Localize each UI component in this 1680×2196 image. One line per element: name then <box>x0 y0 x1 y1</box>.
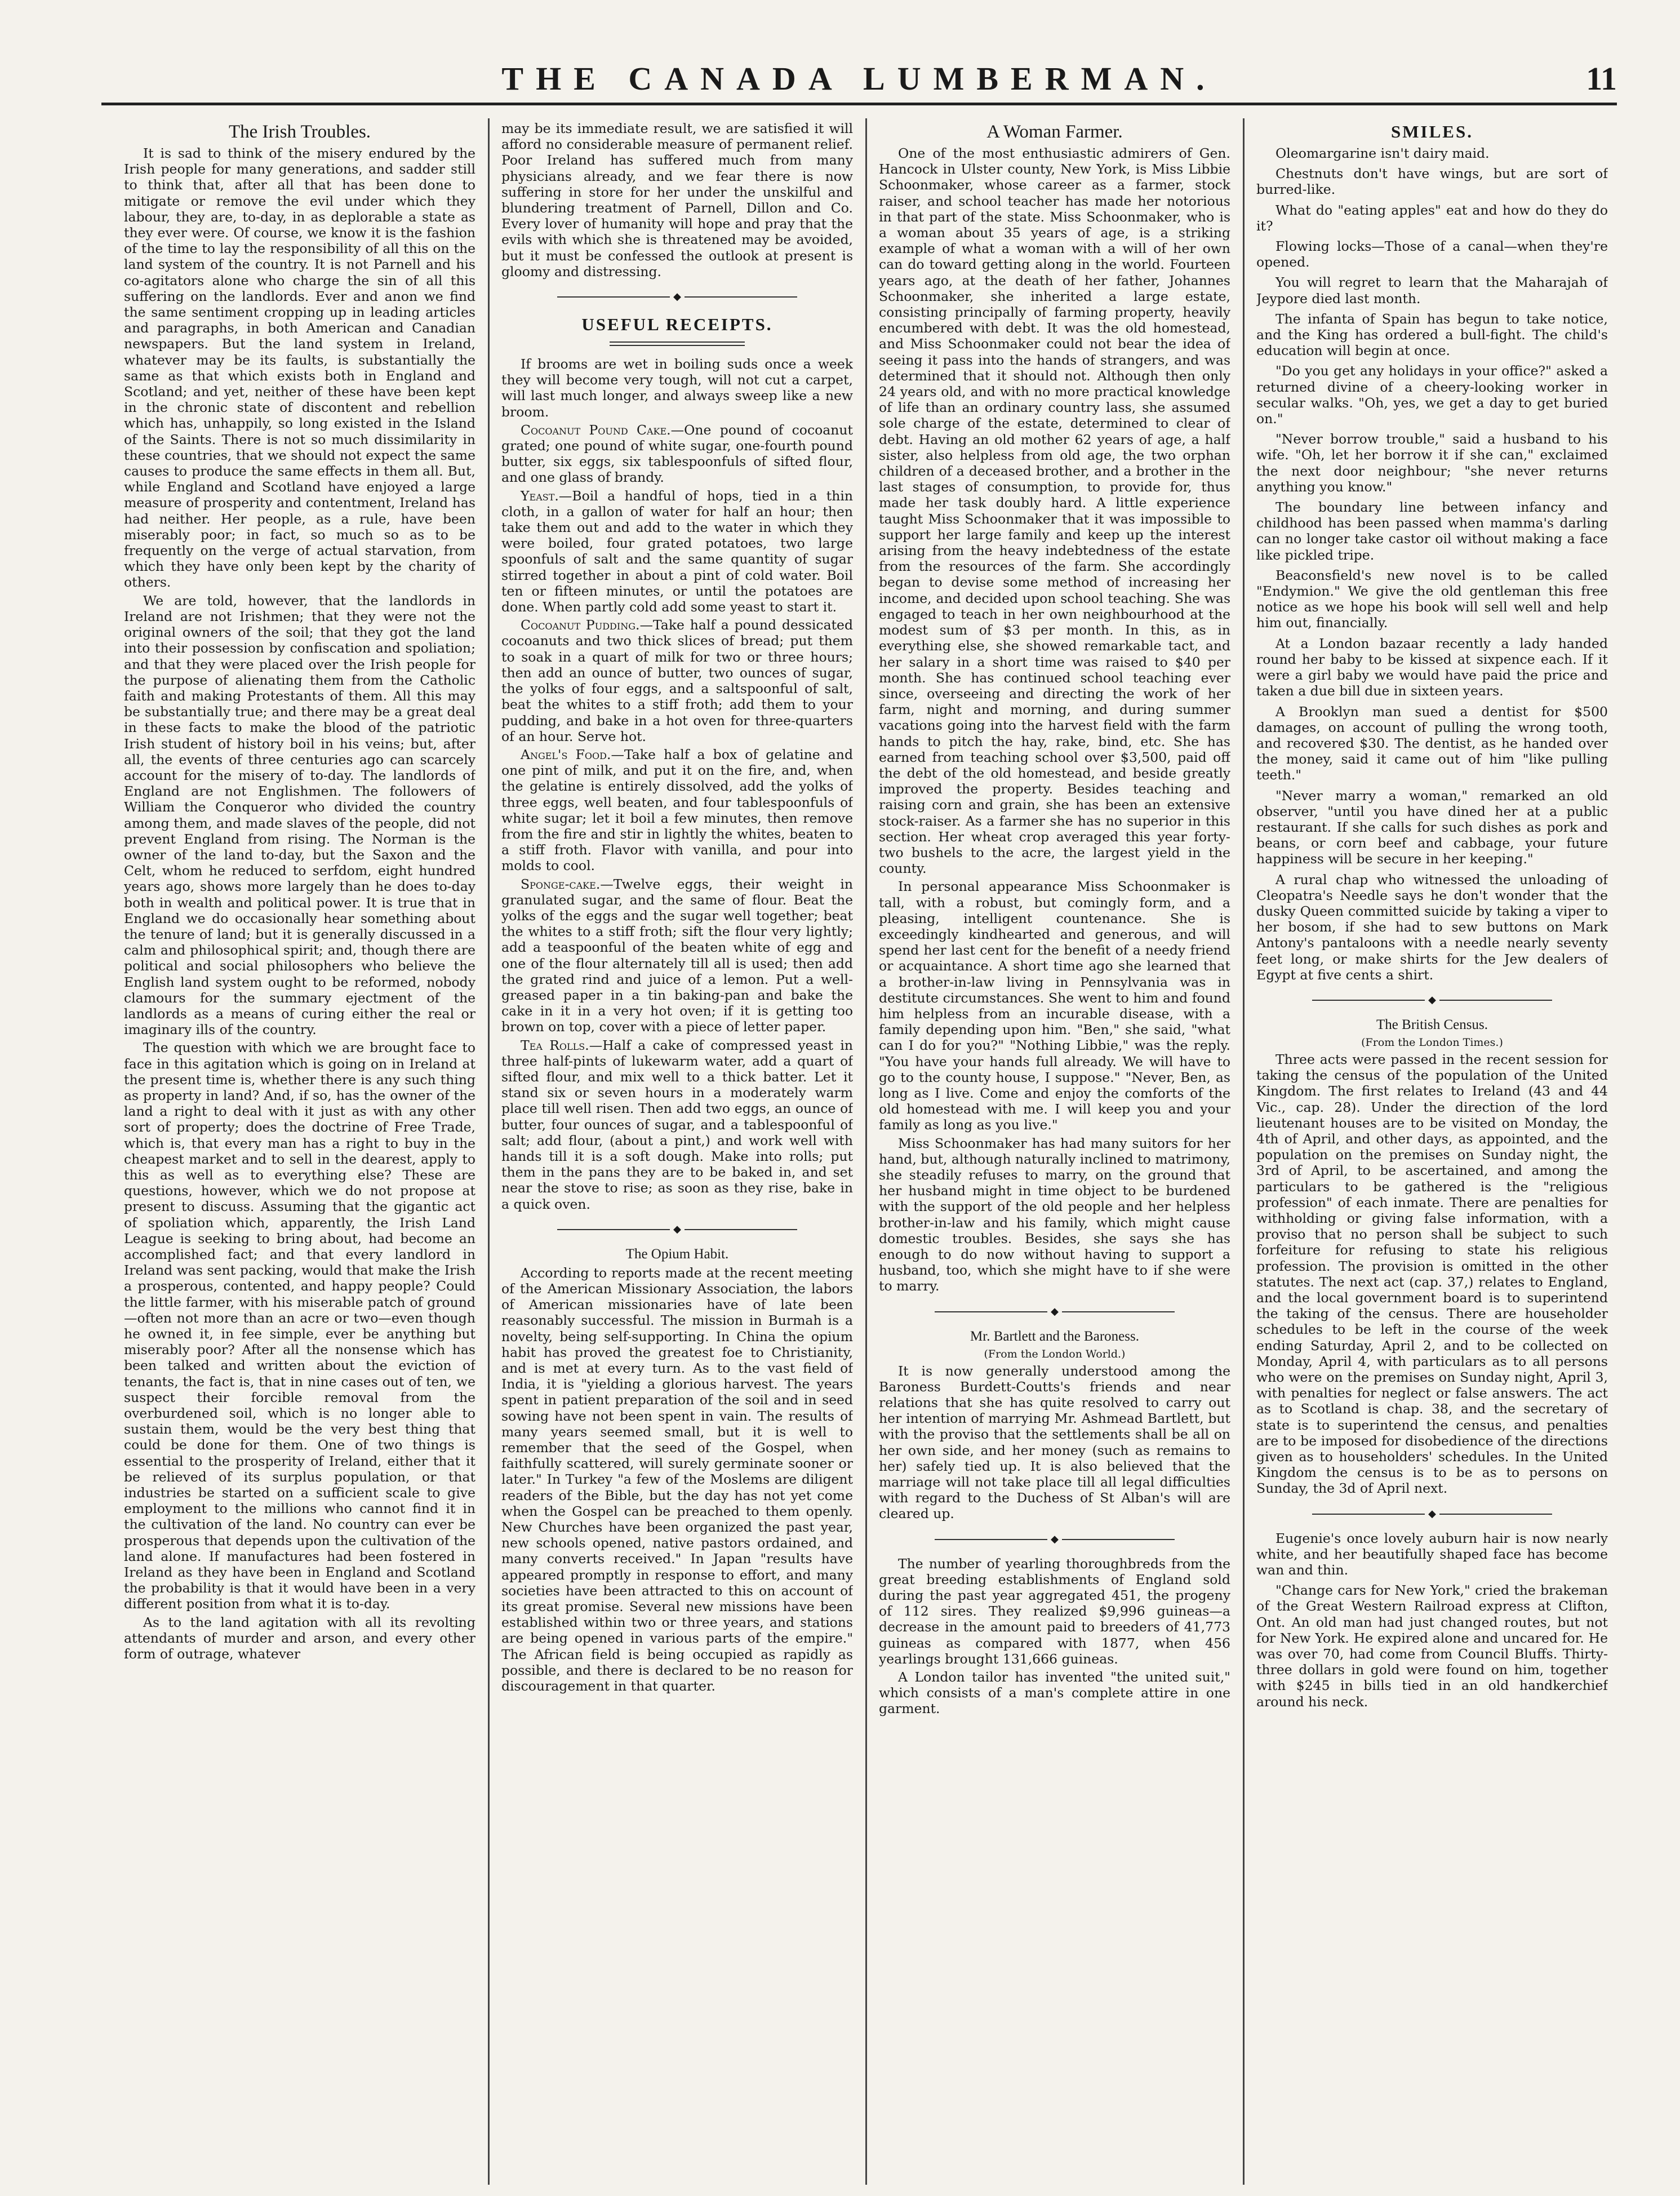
news-item: "Change cars for New York," cried the brakeman of the Great Western Railroad express at Clifton, Ont. An old man had just changed routes, but not for New York. He expired alone and uncared for. He was over 70, had come from Council Bluffs. Thirty-three dollars in gold were found on him, together with $245 in bills tied in an old handkerchief around his neck. <box>1256 1582 1608 1710</box>
receipt-item <box>501 747 853 874</box>
column-rule <box>865 118 867 2185</box>
article-paragraph: It is sad to think of the misery endured by the Irish people for many generations, and sadder still to think that, after all that has been done to mitigate or remove the evil under which they labour, they are, to-day, in as deplorable a state as they ever were. Of course, we know it is the fashion of the time to lay the responsibility of all this on the land system of the country. It is not Parnell and his co-agitators alone who charge the sin of all this suffering on the landlords. Ever and anon we find the same sentiment cropping up in leading articles and paragraphs, in both American and Canadian newspapers. But the land system in Ireland, whatever may be its faults, is substantially the same as that which exists both in England and Scotland; and yet, neither of these have been kept in the chronic state of discontent and rebellion which has, unhappily, so long existed in the Island of the Saints. There is not so much dissimilarity in these countries, that we should not expect the same causes to produce the same effects in them all. But, while England and Scotland have enjoyed a large measure of prosperity and contentment, Ireland has had neither. Her people, as a rule, have been miserably poor; in fact, so much so as to be frequently on the verge of actual starvation, from which they have only been kept by the charity of others. <box>124 145 475 591</box>
article-source: (From the London World.) <box>984 1347 1126 1360</box>
article-continuation: may be its immediate result, we are satisfied it will afford no considerable measure of permanent relief. Poor Ireland has suffered much from many physicians already, and we fear there is now suffering in store for her under the unskilful and blundering treatment of Parnell, Dillon and Co. Every lover of humanity will hope and pray that the evils with which she is threatened may be avoided, but it must be confessed the outlook at present is gloomy and distressing. <box>501 121 853 280</box>
smile-item: What do "eating apples" eat and how do they do it? <box>1256 202 1608 234</box>
section-divider: ◆ <box>1256 1509 1608 1519</box>
smile-item: The infanta of Spain has begun to take notice, and the King has ordered a bull-fight. The child's education will begin at once. <box>1256 310 1608 359</box>
article-paragraph: It is now generally understood among the Baroness Burdett-Coutts's friends and near relations that she has quite resolved to carry out her intention of marrying Mr. Ashmead Bartlett, but with the proviso that the settlements shall be all on her own side, and her money (such as remains to her) safely tied up. It is also believed that the marriage will not take place till all legal difficulties with regard to the Duchess of St Alban's will are cleared up. <box>879 1363 1230 1522</box>
smile-item: Flowing locks—Those of a canal—when they're opened. <box>1256 238 1608 270</box>
receipt-text: If brooms are wet in boiling suds once a week they will become very tough, will not cut a carpet, will last much longer, and always sweep like a new broom. <box>501 356 853 420</box>
section-divider: ◆ <box>501 292 853 302</box>
receipt-label: Sponge-cake. <box>521 876 601 892</box>
section-heading-useful-receipts: USEFUL RECEIPTS. <box>581 314 773 335</box>
receipt-label: Yeast. <box>521 487 559 504</box>
receipt-text: —Half a cake of compressed yeast in three half-pints of lukewarm water, add a quart of sifted flour, and mix well to a thick batter. Let it stand six or seven hours in a moderately warm place till well risen. Then add two eggs, an ounce of butter, four ounces of sugar, and a tablespoonful of salt; add flour, (about a pint,) and work well with hands till it is a soft dough. Make into rolls; put them in the pans they are to be baked in, and set near the stove to rise; as soon as they rise, bake in a quick oven. <box>501 1037 853 1212</box>
column-1 <box>124 121 475 2183</box>
article-heading-bartlett: Mr. Bartlett and the Baroness. <box>970 1328 1139 1344</box>
article-heading-opium-habit: The Opium Habit. <box>625 1246 729 1262</box>
receipt-item <box>501 356 853 420</box>
receipt-item <box>501 422 853 486</box>
column-rule <box>488 118 490 2185</box>
heading-rule <box>610 341 745 346</box>
section-divider: ◆ <box>1256 995 1608 1005</box>
section-divider: ◆ <box>879 1307 1230 1317</box>
receipt-text: —Twelve eggs, their weight in granulated sugar, and the same of flour. Beat the yolks of the eggs and the sugar well together; beat the whites to a stiff froth; sift the flour very lightly; add a teaspoonful of the beaten white of egg and one of the flour alternately till all is used; then add the grated rind and juice of a lemon. Put a well-greased paper in a tin baking-pan and bake the cake in it in a very hot oven; if it is getting too brown on top, cover with a piece of letter paper. <box>501 876 853 1035</box>
article-heading-irish-troubles: The Irish Troubles. <box>228 122 371 142</box>
article-heading-woman-farmer: A Woman Farmer. <box>986 122 1123 142</box>
newspaper-title: THE CANADA LUMBERMAN. <box>501 60 1217 97</box>
smile-item: "Do you get any holidays in your office?" asked a returned divine of a cheery-looking worker in secular walks. "Oh, yes, we get a day to get buried on." <box>1256 363 1608 427</box>
article-source: (From the London Times.) <box>1361 1036 1503 1049</box>
article-heading-british-census: The British Census. <box>1376 1017 1488 1032</box>
receipt-label: Cocoanut Pudding. <box>521 617 640 633</box>
column-3 <box>879 121 1230 2183</box>
receipt-text: —Take half a pound dessicated cocoanuts and two thick slices of bread; put them to soak in a quart of milk for two or three hours; then add an ounce of butter, two ounces of sugar, the yolks of four eggs, and a saltspoonful of salt, beat the whites to a stiff froth; add them to your pudding, and bake in a hot oven for three-quarters of an hour. Serve hot. <box>501 617 853 744</box>
smile-item: Oleomargarine isn't dairy maid. <box>1275 145 1490 161</box>
news-item: Eugenie's once lovely auburn hair is now nearly white, and her beautifully shaped face has become wan and thin. <box>1256 1530 1608 1578</box>
article-paragraph: Three acts were passed in the recent session for taking the census of the population of the United Kingdom. The first relates to Ireland (43 and 44 Vic., cap. 28). Under the direction of the lord lieutenant houses are to be visited on Monday, the 4th of April, and other days, as appointed, and the population on the premises on Sunday night, the 3rd of April, to be ascertained, and among the particulars to be gathered is the "religious profession" of each inmate. There are penalties for withholding or giving false information, with a proviso that no person shall be subject to such forfeiture for refusing to state his religious profession. The provision is omitted in the other statutes. The next act (cap. 37,) relates to England, and the local government board is to superintend the taking of the census. There are householder schedules to be left in the course of the week ending Saturday, April 2, and to be collected on Monday, April 4, with particulars as to all persons who were on the premises on Sunday night, April 3, with penalties for neglect or false answers. The act as to Scotland is chap. 38, and the secretary of state is to superintend the census, and penalties are to be imposed for disobedience of the directions given as to householders' schedules. In the United Kingdom the census is to be as to persons on Sunday, the 3d of April next. <box>1256 1051 1608 1497</box>
receipt-label: Cocoanut Pound Cake. <box>521 422 671 438</box>
section-heading-smiles: SMILES. <box>1391 122 1473 141</box>
column-rule <box>1243 118 1245 2185</box>
smile-item: "Never borrow trouble," said a husband to his wife. "Oh, let her borrow it if she can," exclaimed the next door neighbour; "she never returns anything you know." <box>1256 431 1608 495</box>
receipt-item <box>501 876 853 1035</box>
article-paragraph: Miss Schoonmaker has had many suitors for her hand, but, although naturally inclined to matrimony, she steadily refuses to marry, on the ground that her husband might in time object to be burdened with the support of the old people and her helpless brother-in-law and his family, which might cause domestic troubles. Besides, she says she has enough to do now without having to support a husband, too, which she might have to if she were to marry. <box>879 1135 1230 1294</box>
receipt-item <box>501 488 853 615</box>
column-2 <box>501 121 853 2183</box>
article-paragraph: We are told, however, that the landlords in Ireland are not Irishmen; that they were not the original owners of the soil; that they got the land into their possession by confiscation and spoliation; and that they were placed over the Irish people for the purpose of alienating them from the Catholic faith and making Protestants of them. All this may be substantially true; and there may be a great deal in these facts to make the blood of the patriotic Irish student of history boil in his veins; but, after all, the events of three centuries ago can scarcely account for the misery of to-day. The landlords of England are not Englishmen. The followers of William the Conqueror who divided the country among them, and made slaves of the people, did not prevent England from rising. The Norman is the owner of the land to-day, but the Saxon and the Celt, whom he reduced to serfdom, eight hundred years ago, shows more largely than he does to-day both in wealth and political power. It is true that in England we do occasionally hear something about the tenure of land; but it is generally discussed in a calm and philosophical spirit; and, though there are political and social philosophers who believe the English land system ought to be reformed, nobody clamours for the summary ejectment of the landlords as a means of curing either the real or imaginary ills of the country. <box>124 592 475 1038</box>
article-paragraph: In personal appearance Miss Schoonmaker is tall, with a robust, but comingly form, and a pleasing, intelligent countenance. She is exceedingly kindhearted and generous, and will spend her last cent for the benefit of a needy friend or acquaintance. A short time ago she learned that a brother-in-law living in Pennsylvania was in destitute circumstances. She went to him and found him helpless from an incurable disease, with a family depending upon him. "Ben," she said, "what can I do for you?" "Nothing Libbie," was the reply. "You have your hands full already. We will have to go to the county house, I suppose." "Never, Ben, as long as I live. Come and enjoy the comforts of the old homestead with me. I will keep you and your family as long as you live." <box>879 879 1230 1133</box>
smile-item: A rural chap who witnessed the unloading of Cleopatra's Needle says he don't wonder that the dusky Queen committed suicide by taking a viper to her bosom, if she had to sew buttons on Mark Antony's pantaloons with a needle nearly seventy feet long, or make shirts for the Jew dealers of Egypt at five cents a shirt. <box>1256 871 1608 983</box>
page-number: 11 <box>1586 60 1617 97</box>
news-item: The number of yearling thoroughbreds from the great breeding establishments of England sold during the past year aggregated 451, the progeny of 112 sires. They realized $9,996 guineas—a decrease in the amount paid to breeders of 41,773 guineas as compared with 1877, when 456 yearlings brought 131,666 guineas. <box>879 1555 1230 1667</box>
receipt-item <box>501 1037 853 1212</box>
article-paragraph: As to the land agitation with all its revolting attendants of murder and arson, and every other form of outrage, whatever <box>124 1614 475 1662</box>
news-item: A London tailor has invented "the united suit," which consists of a man's complete attire in one garment. <box>879 1669 1230 1717</box>
smile-item: The boundary line between infancy and childhood has been passed when mamma's darling can no longer take castor oil without making a face like pickled tripe. <box>1256 499 1608 563</box>
receipt-text: —Take half a box of gelatine and one pint of milk, and put it on the fire, and, when the gelatine is entirely dissolved, add the yolks of three eggs, well beaten, and four tablespoonfuls of white sugar; let it boil a few minutes, then remove from the fire and stir in lightly the whites, beaten to a stiff froth. Flavor with vanilla, and pour into molds to cool. <box>501 746 853 874</box>
receipt-item <box>501 617 853 744</box>
receipt-text: —Boil a handful of hops, tied in a thin cloth, in a gallon of water for half an hour; then take them out and add to the water in which they were boiled, four grated potatoes, two large spoonfuls of salt and the same quantity of sugar stirred together in about a pint of cold water. Boil ten or fifteen minutes, or until the potatoes are done. When partly cold add some yeast to start it. <box>501 487 853 615</box>
smile-item: Chestnuts don't have wings, but are sort of burred-like. <box>1256 166 1608 198</box>
masthead <box>101 54 1617 105</box>
receipt-label: Tea Rolls. <box>521 1037 589 1053</box>
smile-item: You will regret to learn that the Maharajah of Jeypore died last month. <box>1256 274 1608 307</box>
smile-item: At a London bazaar recently a lady handed round her baby to be kissed at sixpence each. If it were a girl baby we would have paid the price and taken a due bill due in sixteen years. <box>1256 635 1608 699</box>
smile-item: "Never marry a woman," remarked an old observer, "until you have dined her at a public restaurant. If she calls for such dishes as pork and beans, or corn beef and cabbage, your future happiness will be secure in her keeping." <box>1256 787 1608 867</box>
smile-item: A Brooklyn man sued a dentist for $500 damages, on account of pulling the wrong tooth, and recovered $30. The dentist, as he handed over the money, said it came out of him "like pulling teeth." <box>1256 703 1608 783</box>
section-divider: ◆ <box>879 1534 1230 1545</box>
article-paragraph: The question with which we are brought face to face in this agitation which is going on in Ireland at the present time is, whether there is any such thing as property in land? And, if so, has the owner of the land a right to deal with it just as with any other sort of property; does the doctrine of Free Trade, which is, that every man has a right to buy in the cheapest market and to sell in the dearest, apply to this as well as to everything else? These are questions, however, which we do not propose at present to discuss. Assuming that the gigantic act of spoliation which, apparently, the Irish Land League is seeking to bring about, had become an accomplished fact; and that every landlord in Ireland was sent packing, would that make the Irish a prosperous, contented, and happy people? Could the little farmer, with his miserable patch of ground—often not more than an acre or two—even though he owned it, in fee simple, ever be anything but miserably poor? After all the nonsense which has been talked and written about the eviction of tenants, the fact is, that in nine cases out of ten, we suspect their forcible removal from the overburdened soil, which is no longer able to sustain them, would be the very best thing that could be done for them. One of two things is essential to the prosperity of Ireland, either that it be relieved of its surplus population, or that industries be started on a sufficient scale to give employment to the millions who cannot find it in the cultivation of the land. No country can ever be prosperous that depends upon the cultivation of the land alone. If manufactures had been fostered in Ireland as they have been in England and Scotland the probability is that it would have been in a very different position from what it is to-day. <box>124 1040 475 1612</box>
smile-item: Beaconsfield's new novel is to be called "Endymion." We give the old gentleman this free notice as we hope his book will sell well and help him out, financially. <box>1256 567 1608 631</box>
section-divider: ◆ <box>501 1225 853 1235</box>
article-paragraph: One of the most enthusiastic admirers of Gen. Hancock in Ulster county, New York, is Miss Libbie Schoonmaker, whose career as a farmer, stock raiser, and school teacher has made her notorious in that part of the state. Miss Schoonmaker, who is a woman about 35 years of age, is a striking example of what a woman with a will of her own can do toward getting along in the world. Fourteen years ago, at the death of her father, Johannes Schoonmaker, she inherited a large estate, consisting principally of farming property, heavily encumbered with debt. It was the old homestead, and Miss Schoonmaker could not bear the idea of seeing it pass into the hands of strangers, and was determined that it should not. Although then only 24 years old, and with no more practical knowledge of life than an ordinary country lass, she assumed sole charge of the estate, determined to clear of debt. Having an old mother 62 years of age, a half sister, also helpless from old age, the two orphan children of a deceased brother, and a brother in the last stages of consumption, to provide for, thus made her task doubly hard. A little experience taught Miss Schoonmaker that it was impossible to support her large family and keep up the interest arising from the heavy indebtedness of the estate from the resources of the farm. She accordingly began to devise some method of increasing her income, and decided upon school teaching. She was engaged to teach in her own neighbourhood at the modest sum of $3 per month. In this, as in everything else, she showed remarkable tact, and her salary in a short time was raised to $40 per month. She has continued school teaching ever since, overseeing and directing the work of her farm, night and morning, and during summer vacations going into the harvest field with the farm hands to pitch the hay, rake, bind, etc. She has earned from teaching school over $3,500, paid off the debt of the old homestead, and beside greatly improved the property. Besides teaching and raising corn and grain, she has been an extensive stock-raiser. As a farmer she has no superior in this section. Her wheat crop averaged this year forty-two bushels to the acre, the largest yield in the county. <box>879 145 1230 877</box>
article-paragraph: According to reports made at the recent meeting of the American Missionary Association, the labors of American missionaries have of late been reasonably successful. The mission in Burmah is a novelty, being self-supporting. In China the opium habit has proved the greatest foe to Christianity, and is met at every turn. As to the vast field of India, it is "yielding a glorious harvest. The years spent in patient preparation of the soil and in seed sowing have not been spent in vain. The results of many years seemed small, but it is well to remember that the seed of the Gospel, when faithfully scattered, will surely germinate sooner or later." In Turkey "a few of the Moslems are diligent readers of the Bible, but the day has not yet come when the Gospel can be preached to them openly. New Churches have been organized the past year, new schools opened, native pastors ordained, and many converts received." In Japan "results have appeared promptly in response to effort, and many societies have been attracted to this on account of its great promise. Several new missions have been established within two or three years, and stations are being opened in various parts of the empire." The African field is being occupied as rapidly as possible, and there is declared to be no reason for discouragement in that quarter. <box>501 1265 853 1694</box>
receipt-label: Angel's Food. <box>521 746 611 762</box>
receipt-text: —One pound of cocoanut grated; one pound of white sugar, one-fourth pound butter, six eggs, six tablespoonfuls of sifted flour, and one glass of brandy. <box>501 422 853 486</box>
column-4 <box>1256 121 1608 2183</box>
